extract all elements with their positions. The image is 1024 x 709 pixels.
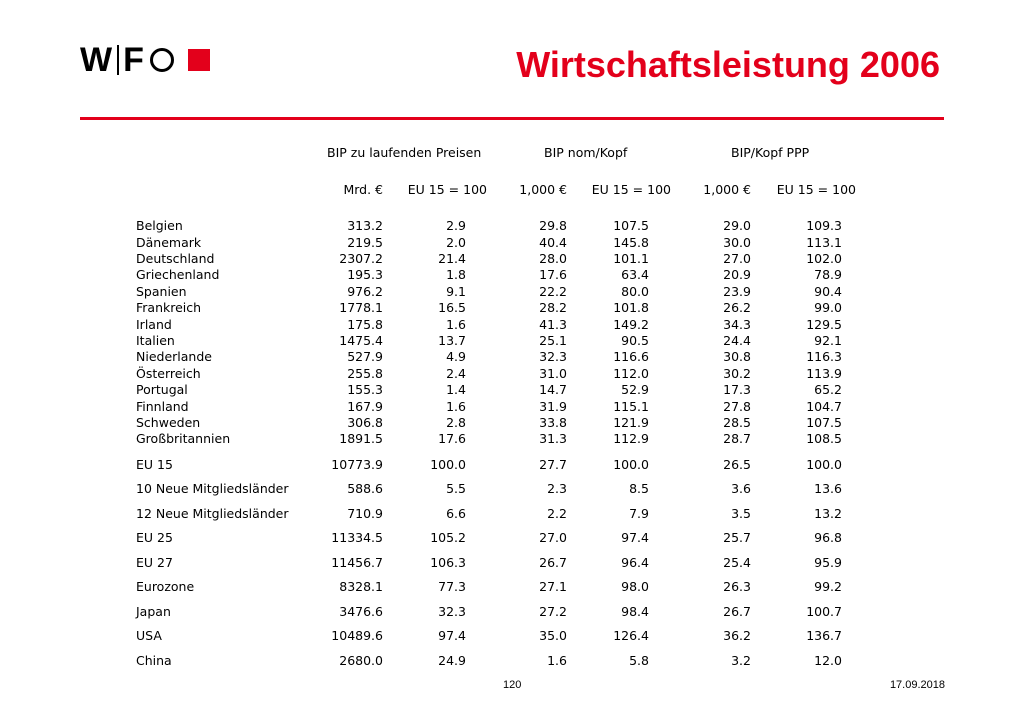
table-row xyxy=(0,235,1024,251)
subheader-eu15-index-3: EU 15 = 100 xyxy=(776,182,856,197)
logo-divider xyxy=(117,45,119,75)
nom-kopf-1000-eur: 28.0 xyxy=(539,251,567,266)
ppp-kopf-1000-eur: 30.8 xyxy=(723,349,751,364)
bip-mrd-eur: 527.9 xyxy=(347,349,383,364)
ppp-kopf-eu15-index: 65.2 xyxy=(814,382,842,397)
country-name: USA xyxy=(136,628,162,643)
nom-kopf-eu15-index: 112.9 xyxy=(613,431,649,446)
table-row xyxy=(0,382,1024,398)
ppp-kopf-1000-eur: 26.5 xyxy=(723,456,751,472)
nom-kopf-eu15-index: 90.5 xyxy=(621,333,649,348)
ppp-kopf-1000-eur: 23.9 xyxy=(723,283,751,299)
bip-eu15-index: 21.4 xyxy=(438,251,466,266)
ppp-kopf-1000-eur: 26.7 xyxy=(723,603,751,619)
ppp-kopf-1000-eur: 3.6 xyxy=(731,481,751,496)
nom-kopf-1000-eur: 27.2 xyxy=(539,603,567,619)
subheader-mrd-eur: Mrd. € xyxy=(343,182,383,197)
country-name: EU 15 xyxy=(136,456,173,472)
page-title: Wirtschaftsleistung 2006 xyxy=(516,44,940,85)
nom-kopf-eu15-index: 116.6 xyxy=(613,349,649,364)
ppp-kopf-eu15-index: 99.2 xyxy=(814,578,842,594)
country-name: Italien xyxy=(136,333,175,348)
table-row xyxy=(0,333,1024,349)
header-bip-kopf-ppp: BIP/Kopf PPP xyxy=(731,145,810,160)
ppp-kopf-1000-eur: 25.7 xyxy=(723,530,751,545)
nom-kopf-eu15-index: 145.8 xyxy=(613,234,649,250)
country-name: EU 25 xyxy=(136,530,173,545)
country-name: Österreich xyxy=(136,365,201,381)
header-bip-laufende-preise: BIP zu laufenden Preisen xyxy=(327,145,482,160)
country-name: 12 Neue Mitgliedsländer xyxy=(136,505,289,521)
bip-eu15-index: 77.3 xyxy=(438,578,466,594)
nom-kopf-eu15-index: 7.9 xyxy=(629,505,649,521)
country-name: China xyxy=(136,652,172,668)
nom-kopf-1000-eur: 17.6 xyxy=(539,267,567,282)
bip-mrd-eur: 195.3 xyxy=(347,267,383,282)
nom-kopf-1000-eur: 27.7 xyxy=(539,456,567,472)
ppp-kopf-1000-eur: 27.0 xyxy=(723,251,751,266)
bip-eu15-index: 6.6 xyxy=(446,505,466,521)
table-row xyxy=(0,628,1024,644)
nom-kopf-eu15-index: 115.1 xyxy=(613,398,649,414)
logo-letter-f: F xyxy=(123,40,145,79)
nom-kopf-eu15-index: 98.4 xyxy=(621,603,649,619)
subheader-eu15-index-1: EU 15 = 100 xyxy=(407,182,487,197)
bip-eu15-index: 24.9 xyxy=(438,652,466,668)
ppp-kopf-eu15-index: 13.6 xyxy=(814,481,842,496)
bip-mrd-eur: 219.5 xyxy=(347,234,383,250)
footer-date: 17.09.2018 xyxy=(889,679,945,691)
table-row xyxy=(0,506,1024,522)
ppp-kopf-eu15-index: 113.9 xyxy=(806,365,842,381)
ppp-kopf-eu15-index: 13.2 xyxy=(814,505,842,521)
table-row xyxy=(0,349,1024,365)
ppp-kopf-1000-eur: 17.3 xyxy=(723,382,751,397)
bip-mrd-eur: 2680.0 xyxy=(339,652,383,668)
ppp-kopf-eu15-index: 100.7 xyxy=(806,603,842,619)
bip-mrd-eur: 11334.5 xyxy=(331,530,383,545)
bip-mrd-eur: 8328.1 xyxy=(339,578,383,594)
table-row xyxy=(0,317,1024,333)
ppp-kopf-1000-eur: 29.0 xyxy=(723,218,751,233)
ppp-kopf-eu15-index: 113.1 xyxy=(806,234,842,250)
table-row xyxy=(0,366,1024,382)
table-row xyxy=(0,604,1024,620)
ppp-kopf-1000-eur: 3.5 xyxy=(731,505,751,521)
country-name: Finnland xyxy=(136,398,189,414)
nom-kopf-eu15-index: 101.1 xyxy=(613,251,649,266)
nom-kopf-1000-eur: 33.8 xyxy=(539,415,567,430)
nom-kopf-1000-eur: 40.4 xyxy=(539,234,567,250)
ppp-kopf-1000-eur: 3.2 xyxy=(731,652,751,668)
ppp-kopf-eu15-index: 102.0 xyxy=(806,251,842,266)
nom-kopf-eu15-index: 101.8 xyxy=(613,300,649,315)
ppp-kopf-eu15-index: 109.3 xyxy=(806,218,842,233)
nom-kopf-1000-eur: 31.0 xyxy=(539,365,567,381)
bip-mrd-eur: 255.8 xyxy=(347,365,383,381)
title-rule xyxy=(80,117,944,120)
ppp-kopf-eu15-index: 129.5 xyxy=(806,316,842,332)
nom-kopf-1000-eur: 28.2 xyxy=(539,300,567,315)
ppp-kopf-1000-eur: 34.3 xyxy=(723,316,751,332)
nom-kopf-1000-eur: 29.8 xyxy=(539,218,567,233)
table-row xyxy=(0,284,1024,300)
ppp-kopf-1000-eur: 28.7 xyxy=(723,431,751,446)
bip-eu15-index: 9.1 xyxy=(446,283,466,299)
country-name: Niederlande xyxy=(136,349,212,364)
logo-red-square-icon xyxy=(188,49,210,71)
bip-eu15-index: 106.3 xyxy=(430,554,466,570)
bip-mrd-eur: 155.3 xyxy=(347,382,383,397)
bip-mrd-eur: 3476.6 xyxy=(339,603,383,619)
nom-kopf-1000-eur: 2.2 xyxy=(547,505,567,521)
ppp-kopf-eu15-index: 12.0 xyxy=(814,652,842,668)
bip-eu15-index: 4.9 xyxy=(446,349,466,364)
bip-mrd-eur: 1475.4 xyxy=(339,333,383,348)
ppp-kopf-eu15-index: 99.0 xyxy=(814,300,842,315)
nom-kopf-eu15-index: 112.0 xyxy=(613,365,649,381)
bip-mrd-eur: 1891.5 xyxy=(339,431,383,446)
table-row xyxy=(0,530,1024,546)
table-row xyxy=(0,481,1024,497)
ppp-kopf-eu15-index: 100.0 xyxy=(806,456,842,472)
page-number: 120 xyxy=(503,679,522,691)
ppp-kopf-1000-eur: 36.2 xyxy=(723,628,751,643)
bip-eu15-index: 100.0 xyxy=(430,456,466,472)
country-name: Griechenland xyxy=(136,267,220,282)
country-name: EU 27 xyxy=(136,554,173,570)
nom-kopf-eu15-index: 97.4 xyxy=(621,530,649,545)
bip-mrd-eur: 588.6 xyxy=(347,481,383,496)
nom-kopf-1000-eur: 27.0 xyxy=(539,530,567,545)
country-name: Spanien xyxy=(136,283,187,299)
nom-kopf-eu15-index: 100.0 xyxy=(613,456,649,472)
bip-mrd-eur: 976.2 xyxy=(347,283,383,299)
bip-mrd-eur: 2307.2 xyxy=(339,251,383,266)
bip-mrd-eur: 710.9 xyxy=(347,505,383,521)
ppp-kopf-eu15-index: 95.9 xyxy=(814,554,842,570)
nom-kopf-eu15-index: 63.4 xyxy=(621,267,649,282)
bip-mrd-eur: 306.8 xyxy=(347,415,383,430)
country-name: Schweden xyxy=(136,415,201,430)
bip-mrd-eur: 10489.6 xyxy=(331,628,383,643)
bip-eu15-index: 2.8 xyxy=(446,415,466,430)
nom-kopf-1000-eur: 26.7 xyxy=(539,554,567,570)
table-row xyxy=(0,218,1024,234)
bip-eu15-index: 1.8 xyxy=(446,267,466,282)
country-name: Großbritannien xyxy=(136,431,231,446)
ppp-kopf-1000-eur: 26.2 xyxy=(723,300,751,315)
nom-kopf-1000-eur: 35.0 xyxy=(539,628,567,643)
nom-kopf-eu15-index: 98.0 xyxy=(621,578,649,594)
subheader-eu15-index-2: EU 15 = 100 xyxy=(591,182,671,197)
table-row xyxy=(0,399,1024,415)
logo-letter-w: W xyxy=(80,40,114,79)
bip-eu15-index: 1.6 xyxy=(446,316,466,332)
bip-mrd-eur: 10773.9 xyxy=(331,456,383,472)
table-row xyxy=(0,267,1024,283)
table-row xyxy=(0,300,1024,316)
nom-kopf-1000-eur: 1.6 xyxy=(547,652,567,668)
ppp-kopf-1000-eur: 30.0 xyxy=(723,234,751,250)
ppp-kopf-eu15-index: 107.5 xyxy=(806,415,842,430)
subheader-1000-eur-2: 1,000 € xyxy=(703,182,751,197)
nom-kopf-1000-eur: 2.3 xyxy=(547,481,567,496)
ppp-kopf-1000-eur: 26.3 xyxy=(723,578,751,594)
nom-kopf-eu15-index: 8.5 xyxy=(629,481,649,496)
country-name: Eurozone xyxy=(136,578,195,594)
nom-kopf-eu15-index: 121.9 xyxy=(613,415,649,430)
header-bip-nom-kopf: BIP nom/Kopf xyxy=(544,145,628,160)
nom-kopf-eu15-index: 52.9 xyxy=(621,382,649,397)
bip-mrd-eur: 175.8 xyxy=(347,316,383,332)
bip-eu15-index: 2.9 xyxy=(446,218,466,233)
bip-mrd-eur: 1778.1 xyxy=(339,300,383,315)
ppp-kopf-eu15-index: 136.7 xyxy=(806,628,842,643)
bip-eu15-index: 97.4 xyxy=(438,628,466,643)
table-row xyxy=(0,555,1024,571)
table-row xyxy=(0,579,1024,595)
logo-circle-icon xyxy=(150,48,174,72)
nom-kopf-1000-eur: 31.3 xyxy=(539,431,567,446)
nom-kopf-1000-eur: 27.1 xyxy=(539,578,567,594)
country-name: Belgien xyxy=(136,218,183,233)
ppp-kopf-1000-eur: 28.5 xyxy=(723,415,751,430)
country-name: Japan xyxy=(136,603,171,619)
nom-kopf-1000-eur: 14.7 xyxy=(539,382,567,397)
bip-eu15-index: 32.3 xyxy=(438,603,466,619)
bip-eu15-index: 17.6 xyxy=(438,431,466,446)
country-name: Deutschland xyxy=(136,251,215,266)
nom-kopf-eu15-index: 5.8 xyxy=(629,652,649,668)
table-row xyxy=(0,431,1024,447)
country-name: Irland xyxy=(136,316,172,332)
bip-eu15-index: 13.7 xyxy=(438,333,466,348)
ppp-kopf-1000-eur: 20.9 xyxy=(723,267,751,282)
nom-kopf-1000-eur: 32.3 xyxy=(539,349,567,364)
ppp-kopf-eu15-index: 90.4 xyxy=(814,283,842,299)
bip-eu15-index: 2.0 xyxy=(446,234,466,250)
table-row xyxy=(0,415,1024,431)
nom-kopf-eu15-index: 96.4 xyxy=(621,554,649,570)
bip-eu15-index: 2.4 xyxy=(446,365,466,381)
ppp-kopf-1000-eur: 27.8 xyxy=(723,398,751,414)
bip-eu15-index: 16.5 xyxy=(438,300,466,315)
bip-mrd-eur: 313.2 xyxy=(347,218,383,233)
bip-eu15-index: 1.6 xyxy=(446,398,466,414)
ppp-kopf-eu15-index: 116.3 xyxy=(806,349,842,364)
country-name: 10 Neue Mitgliedsländer xyxy=(136,481,289,496)
wifo-logo xyxy=(80,40,210,80)
country-name: Frankreich xyxy=(136,300,202,315)
nom-kopf-1000-eur: 22.2 xyxy=(539,283,567,299)
ppp-kopf-eu15-index: 104.7 xyxy=(806,398,842,414)
table-row xyxy=(0,251,1024,267)
ppp-kopf-1000-eur: 25.4 xyxy=(723,554,751,570)
nom-kopf-eu15-index: 149.2 xyxy=(613,316,649,332)
nom-kopf-1000-eur: 41.3 xyxy=(539,316,567,332)
country-name: Dänemark xyxy=(136,234,202,250)
bip-eu15-index: 1.4 xyxy=(446,382,466,397)
bip-mrd-eur: 11456.7 xyxy=(331,554,383,570)
table-row xyxy=(0,457,1024,473)
ppp-kopf-eu15-index: 96.8 xyxy=(814,530,842,545)
subheader-1000-eur-1: 1,000 € xyxy=(519,182,567,197)
nom-kopf-1000-eur: 31.9 xyxy=(539,398,567,414)
bip-eu15-index: 105.2 xyxy=(430,530,466,545)
ppp-kopf-eu15-index: 108.5 xyxy=(806,431,842,446)
nom-kopf-eu15-index: 107.5 xyxy=(613,218,649,233)
nom-kopf-eu15-index: 126.4 xyxy=(613,628,649,643)
country-name: Portugal xyxy=(136,382,188,397)
nom-kopf-eu15-index: 80.0 xyxy=(621,283,649,299)
ppp-kopf-1000-eur: 24.4 xyxy=(723,333,751,348)
ppp-kopf-eu15-index: 78.9 xyxy=(814,267,842,282)
bip-eu15-index: 5.5 xyxy=(446,481,466,496)
ppp-kopf-1000-eur: 30.2 xyxy=(723,365,751,381)
table-row xyxy=(0,653,1024,669)
ppp-kopf-eu15-index: 92.1 xyxy=(814,333,842,348)
bip-mrd-eur: 167.9 xyxy=(347,398,383,414)
nom-kopf-1000-eur: 25.1 xyxy=(539,333,567,348)
